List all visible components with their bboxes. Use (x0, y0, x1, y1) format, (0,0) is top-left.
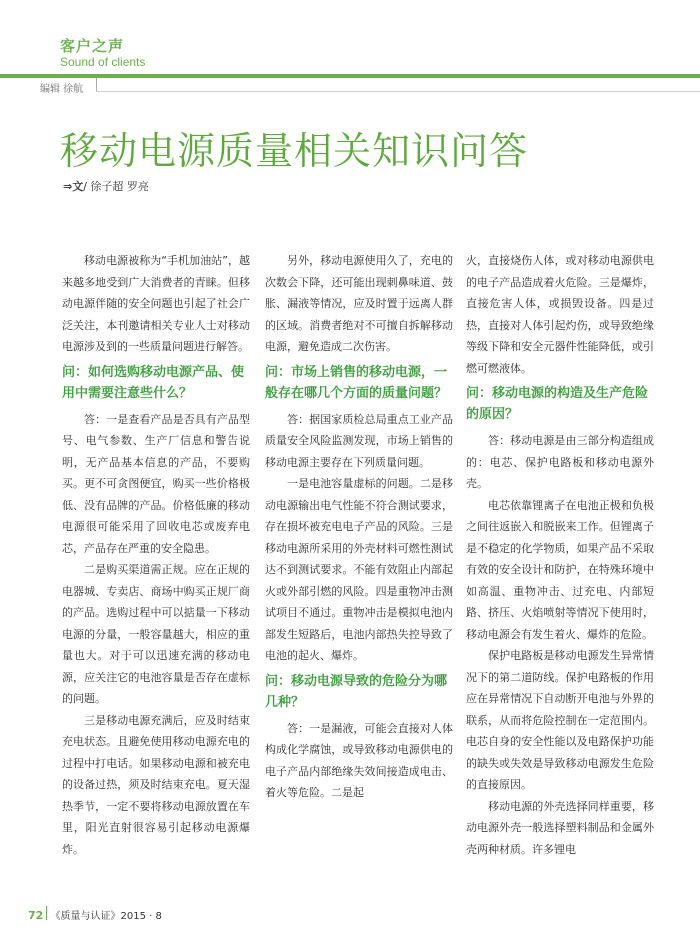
author-names: / 徐子超 罗亮 (83, 180, 149, 193)
paragraph: 电芯依靠锂离子在电池正极和负极之间往返嵌入和脱嵌来工作。但锂离子是不稳定的化学物质，如果产品不采取有效的安全设计和防护，在特殊环境中如高温、重物冲击、过充电、内部短路、挤压、火焰喷射等情况下使用时，移动电源会有发生着火、爆炸的危险。 (466, 498, 654, 641)
journal-name: 《质量与认证》2015 · 8 (50, 911, 162, 922)
footer-divider (46, 906, 47, 920)
paragraph: 移动电源的外壳选择同样重要，移动电源外壳一般选择塑料制品和金属外壳两种材质。许多锂电 (466, 799, 654, 856)
author-prefix: ⇒文 (63, 180, 84, 193)
paragraph: 答：据国家质检总局重点工业产品质量安全风险监测发现，市场上销售的移动电源主要存在下列质量问题。 (265, 412, 453, 469)
paragraph: 答：移动电源是由三部分构造组成的：电芯、保护电路板和移动电源外壳。 (466, 434, 654, 490)
paragraph: 答：一是查看产品是否具有产品型号、电气参数、生产厂信息和警告说明，无产品基本信息的产品，不要购买。更不可贪图便宜，购买一些价格极低、没有品牌的产品。价格低廉的移动电源很可能采用了回收电芯或废弃电芯，产品存在严重的安全隐患。 (62, 412, 250, 555)
column-2 (265, 250, 453, 804)
author-line (63, 178, 149, 194)
paragraph: 移动电源被称为“手机加油站”，越来越多地受到广大消费者的青睐。但移动电源伴随的安全问题也引起了社会广泛关注，本刊邀请相关专业人士对移动电源涉及到的一些质量问题进行解答。 (62, 254, 250, 353)
section-title-cn: 客户之声 (60, 37, 125, 55)
question-heading: 问：市场上销售的移动电源，一般存在哪几个方面的质量问题？ (265, 364, 448, 401)
paragraph: 三是移动电源充满后，应及时结束充电状态。且避免使用移动电源充电的过程中打电话。如果移动电源和被充电的设备过热，须及时结束充电。夏天湿热季节，一定不要将移动电源放置在车里，阳光直射很容易引起移动电源爆炸。 (62, 713, 250, 856)
paragraph: 答：一是漏液，可能会直接对人体构成化学腐蚀，或导致移动电源供电的电子产品内部绝缘失效间接造成电击、着火等危险。二是起 (265, 721, 453, 799)
header-rule (96, 91, 700, 92)
page-number: 72 (28, 909, 44, 922)
editor-credit: 编辑 徐航 (40, 84, 84, 95)
column-3 (466, 250, 654, 860)
header-bar (0, 74, 700, 78)
paragraph: 二是购买渠道需正规。应在正规的电器城、专卖店、商场中购买正规厂商的产品。选购过程中可以掂量一下移动电源的分量，一般容量越大，相应的重量也大。对于可以迅速充满的移动电源，应关注它的电池容量是否存在虚标的问题。 (62, 563, 250, 705)
page-footer (28, 907, 162, 922)
question-heading: 问：如何选购移动电源产品、使用中需要注意些什么？ (62, 364, 245, 401)
paragraph: 火，直接烧伤人体，或对移动电源供电的电子产品造成着火危险。三是爆炸，直接危害人体，或损毁设备。四是过热，直接对人体引起灼伤，或导致绝缘等级下降和安全元器件性能降低，或引燃可燃液体。 (466, 254, 654, 375)
article-title: 移动电源质量相关知识问答 (60, 129, 529, 173)
question-heading: 问：移动电源的构造及生产危险的原因？ (466, 386, 649, 422)
section-title-en: Sound of clients (60, 55, 146, 69)
editor-divider (96, 78, 97, 92)
paragraph: 一是电池容量虚标的问题。二是移动电源输出电气性能不符合测试要求，存在损坏被充电电子产品的风险。三是移动电源所采用的外壳材料可燃性测试达不到测试要求。不能有效阻止内部起火或外部引燃的风险。四是重物冲击测试项目不通过。重物冲击是模拟电池内部发生短路后，电池内部热失控导致了电池的起火、爆炸。 (265, 477, 453, 662)
column-1 (62, 250, 250, 860)
question-heading: 问：移动电源导致的危险分为哪几种？ (265, 673, 448, 710)
paragraph: 保护电路板是移动电源发生异常情况下的第二道防线。保护电路板的作用应在异常情况下自动断开电池与外界的联系，从而将危险控制在一定范围内。电芯自身的安全性能以及电路保护功能的缺失或失效是导致移动电源发生危险的直接原因。 (466, 649, 654, 791)
paragraph: 另外，移动电源使用久了，充电的次数会下降，还可能出现刺鼻味道、鼓胀、漏液等情况，应及时置于远离人群的区域。消费者绝对不可擅自拆解移动电源，避免造成二次伤害。 (265, 254, 453, 353)
